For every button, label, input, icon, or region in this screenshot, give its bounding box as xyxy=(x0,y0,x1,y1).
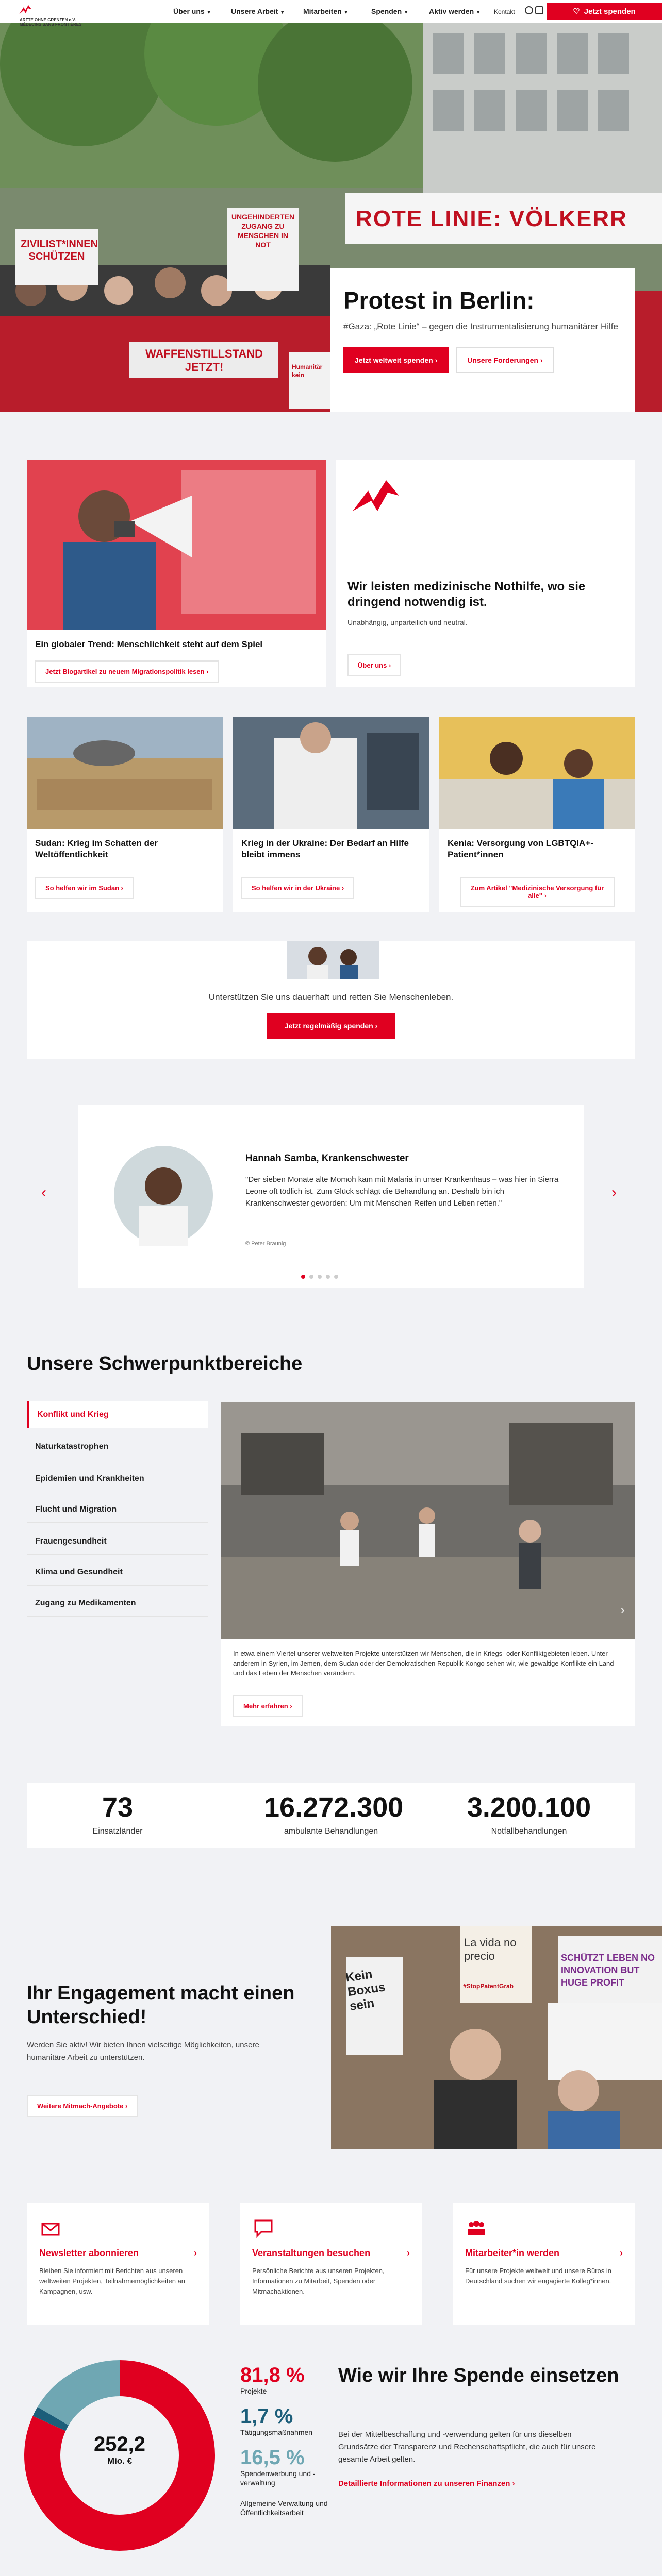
nav-label: Aktiv werden xyxy=(429,7,474,15)
chevron-right-icon: › xyxy=(435,356,438,364)
feature-right-sub: Unabhängig, unparteilich und neutral. xyxy=(347,618,468,626)
chevron-right-icon: › xyxy=(194,2248,197,2258)
news-link[interactable] xyxy=(460,877,615,907)
banner-zugang: UNGEHINDERTEN ZUGANG ZU MENSCHEN IN NOT xyxy=(231,213,295,249)
news-photo-sudan xyxy=(27,717,223,829)
support-donate-button[interactable] xyxy=(267,1013,395,1039)
focus-title: Unsere Schwerpunktbereiche xyxy=(27,1353,303,1375)
carousel-next-icon[interactable]: › xyxy=(611,1184,617,1201)
chevron-down-icon: ▼ xyxy=(206,10,211,15)
hero-donate-label: Jetzt weltweit spenden xyxy=(355,356,433,364)
feature-left-title: Ein globaler Trend: Menschlichkeit steht auf dem Spiel xyxy=(35,639,263,649)
tab-flucht[interactable]: Flucht und Migration xyxy=(27,1496,208,1523)
support-text: Unterstützen Sie uns dauerhaft und retten Sie Menschenleben. xyxy=(208,992,454,1002)
focus-more-label: Mehr erfahren xyxy=(243,1702,288,1710)
newsletter-icon xyxy=(39,2216,62,2239)
chevron-down-icon: ▼ xyxy=(404,10,409,15)
finance-legend xyxy=(240,2364,328,2517)
news-title: Krieg in der Ukraine: Der Bedarf an Hilfe bleibt immens xyxy=(241,838,409,859)
tab-klima[interactable]: Klima und Gesundheit xyxy=(27,1559,208,1586)
search-icon[interactable] xyxy=(525,6,533,14)
sign-kein-boxus: Kein Boxus sein xyxy=(344,1967,386,2013)
news-title: Sudan: Krieg im Schatten der Weltöffentlichkeit xyxy=(35,838,158,859)
language-icon[interactable] xyxy=(535,6,543,14)
focus-caption: In etwa einem Viertel unserer weltweiten Projekte unterstützen wir Menschen, die in Kriegs- oder Konfliktgebieten leben. Unter anderem in Syrien, im Jemen, dem Sudan oder der Demokratischen Republik Kongo sehen wir, wie gewaltige Konflikte ein Land und das Leben der Menschen verändern. xyxy=(233,1650,614,1677)
carousel-dot[interactable] xyxy=(326,1275,330,1279)
finance-label: Projekte xyxy=(240,2387,267,2395)
nav-aktiv-werden[interactable] xyxy=(429,7,481,15)
sign-la-vida: La vida no precio xyxy=(464,1936,517,1962)
finance-pct: 16,5 % xyxy=(240,2446,305,2469)
focus-panel xyxy=(221,1402,635,1726)
news-card-ukraine[interactable] xyxy=(233,717,429,912)
hero-text: #Gaza: „Rote Linie“ – gegen die Instrumentalisierung humanitärer Hilfe xyxy=(343,321,618,331)
support-banner xyxy=(27,941,635,1059)
news-title: Kenia: Versorgung von LGBTQIA+-Patient*innen xyxy=(448,838,593,859)
carousel-dot[interactable] xyxy=(309,1275,313,1279)
contact-link[interactable]: Kontakt xyxy=(494,8,515,15)
hero-title: Protest in Berlin: xyxy=(343,287,535,314)
finance-pct: 1,7 % xyxy=(240,2405,293,2428)
carousel-prev-icon[interactable]: ‹ xyxy=(41,1184,46,1201)
chevron-right-icon: › xyxy=(206,668,209,675)
engage-more-label: Weitere Mitmach-Angebote xyxy=(37,2102,124,2110)
finance-total-value: 252,2 xyxy=(93,2433,146,2455)
finance-extra-label: Allgemeine Verwaltung und Öffentlichkeitsarbeit xyxy=(240,2499,328,2517)
hero-donate-button[interactable] xyxy=(343,347,449,373)
finance-link[interactable] xyxy=(338,2479,515,2488)
msf-logo[interactable] xyxy=(18,3,95,26)
feature-left-link-label: Jetzt Blogartikel zu neuem Migrationspolitik lesen xyxy=(45,668,205,675)
carousel-dot[interactable] xyxy=(318,1275,322,1279)
banner-zivilist: ZIVILIST*INNEN SCHÜTZEN xyxy=(21,239,98,262)
donut-slice-1 xyxy=(49,2416,53,2424)
tab-medikamenten[interactable]: Zugang zu Medikamenten xyxy=(27,1590,208,1617)
news-link[interactable] xyxy=(35,877,134,899)
sign-stop-patent: #StopPatentGrab xyxy=(463,1982,514,1990)
newsletter-title: Newsletter abonnieren xyxy=(39,2248,139,2258)
chevron-right-icon: › xyxy=(290,1702,292,1710)
jobs-text: Für unsere Projekte weltweit und unsere Büros in Deutschland suchen wir engagierte Kolleg*innen. xyxy=(465,2267,611,2285)
events-card[interactable] xyxy=(240,2203,422,2325)
feature-left-link[interactable] xyxy=(35,660,219,683)
donut-slice-2 xyxy=(53,2378,120,2416)
finance-label: Tätigungsmaßnahmen xyxy=(240,2428,313,2436)
feature-right-title: Wir leisten medizinische Nothilfe, wo sie dringend notwendig ist. xyxy=(347,580,586,609)
support-photo xyxy=(287,941,379,979)
chevron-right-icon: › xyxy=(540,356,543,364)
speech-bubble-icon xyxy=(252,2216,275,2239)
finance-label: Spendenwerbung und -verwaltung xyxy=(240,2469,316,2487)
carousel-dot[interactable] xyxy=(301,1275,305,1279)
stat-emergency xyxy=(462,1792,596,1836)
chevron-down-icon: ▼ xyxy=(280,10,285,15)
banner-waffenstillstand: WAFFENSTILLSTAND JETZT! xyxy=(145,347,263,374)
chevron-right-icon: › xyxy=(544,892,547,900)
finance-link-label: Detaillierte Informationen zu unseren Finanzen xyxy=(338,2479,510,2488)
hero-demands-label: Unsere Forderungen xyxy=(467,356,538,364)
events-text: Persönliche Berichte aus unseren Projekten, Informationen zu Mitarbeit, Spenden oder Mitmachaktionen. xyxy=(252,2267,385,2295)
hero-card xyxy=(330,268,635,412)
news-card-sudan[interactable] xyxy=(27,717,223,912)
stat-countries xyxy=(51,1792,185,1836)
testimonial-credit: © Peter Bräunig xyxy=(245,1241,286,1247)
nav-spenden[interactable] xyxy=(371,7,408,15)
nav-mitarbeiten[interactable] xyxy=(303,7,349,15)
stat-label: ambulante Behandlungen xyxy=(284,1827,378,1836)
about-link[interactable] xyxy=(347,654,401,676)
chevron-right-icon: › xyxy=(121,884,123,892)
hero-demands-button[interactable] xyxy=(456,347,554,373)
team-icon xyxy=(465,2216,488,2239)
heart-icon: ♡ xyxy=(573,7,580,16)
chevron-right-icon: › xyxy=(375,1022,378,1030)
jobs-title: Mitarbeiter*in werden xyxy=(465,2248,560,2258)
sign-profit: SCHÜTZT LEBEN NO INNOVATION BUT HUGE PROFIT xyxy=(561,1953,655,1988)
nav-label: Unsere Arbeit xyxy=(231,7,278,15)
newsletter-card[interactable] xyxy=(27,2203,209,2325)
donate-label: Jetzt spenden xyxy=(584,7,636,16)
nav-ueber-uns[interactable] xyxy=(173,7,211,15)
chevron-down-icon: ▼ xyxy=(343,10,349,15)
news-link[interactable] xyxy=(241,877,354,899)
testimonial-photo xyxy=(99,1145,228,1246)
feature-photo-megaphone xyxy=(27,460,326,630)
jobs-card[interactable] xyxy=(453,2203,635,2325)
testimonial-card xyxy=(78,1105,584,1288)
news-photo-ukraine xyxy=(233,717,429,829)
chevron-right-icon: › xyxy=(620,2248,623,2258)
tab-frauengesundheit[interactable]: Frauengesundheit xyxy=(27,1528,208,1555)
news-link-label: Zum Artikel "Medizinische Versorgung für alle" xyxy=(470,884,604,900)
stats-bar xyxy=(27,1783,635,1848)
testimonial-name: Hannah Samba, Krankenschwester xyxy=(245,1153,409,1164)
engage-title: Ihr Engagement macht einen Unterschied! xyxy=(27,1982,295,2028)
feature-card-left[interactable] xyxy=(27,460,326,687)
nav-label: Mitarbeiten xyxy=(303,7,342,15)
stat-number: 3.200.100 xyxy=(467,1792,591,1823)
finance-total-unit: Mio. € xyxy=(107,2456,133,2466)
chevron-right-icon: › xyxy=(388,662,391,669)
stat-number: 16.272.300 xyxy=(264,1792,404,1823)
logo-text: ÄRZTE OHNE GRENZEN e.V. MÉDECINS SANS FRONTIÈRES xyxy=(20,18,82,27)
stat-number: 73 xyxy=(102,1792,134,1823)
nav-label: Über uns xyxy=(173,7,205,15)
finance-text: Bei der Mittelbeschaffung und -verwendung gelten für uns dieselben Grundsätze der Transparenz und Rechenschaftspflicht, die auch für unsere gesamte Arbeit gelten. xyxy=(338,2430,596,2464)
news-photo-kenia xyxy=(439,717,635,829)
engage-photo xyxy=(331,1926,662,2149)
hero-section xyxy=(0,23,662,412)
nav-label: Spenden xyxy=(371,7,402,15)
engage-more-button[interactable] xyxy=(27,2095,138,2117)
about-link-label: Über uns xyxy=(358,662,387,669)
msf-emblem-icon xyxy=(347,475,404,527)
msf-logo-icon xyxy=(18,3,33,19)
finance-pct: 81,8 % xyxy=(240,2364,305,2386)
support-donate-label: Jetzt regelmäßig spenden xyxy=(284,1022,373,1030)
chevron-right-icon: › xyxy=(407,2248,410,2258)
finance-title: Wie wir Ihre Spende einsetzen xyxy=(338,2365,619,2386)
stat-label: Notfallbehandlungen xyxy=(491,1827,567,1836)
news-card-kenia[interactable] xyxy=(439,717,635,912)
engage-text: Werden Sie aktiv! Wir bieten Ihnen vielseitige Möglichkeiten, unsere humanitäre Arbeit zu unterstützen. xyxy=(27,2041,259,2062)
chevron-down-icon: ▼ xyxy=(476,10,481,15)
banner-rote-linie: ROTE LINIE: VÖLKERR xyxy=(356,206,627,231)
focus-photo xyxy=(221,1402,635,1639)
finance-total xyxy=(84,2433,156,2466)
feature-card-right xyxy=(336,460,635,687)
stat-outpatient xyxy=(264,1792,404,1836)
stat-label: Einsatzländer xyxy=(92,1827,143,1836)
tab-epidemien[interactable]: Epidemien und Krankheiten xyxy=(27,1465,208,1492)
banner-humanitaer: Humanitär kein xyxy=(292,363,323,379)
chevron-right-icon: › xyxy=(125,2102,128,2110)
testimonial-quote: "Der sieben Monate alte Momoh kam mit Malaria in unser Krankenhaus – was hier in Sierra Leone oft tödlich ist. Zum Glück schlägt die Behandlung an. Deshalb bin ich Krankenschwester geworden: Um mit Menschen Reifen und Leben retten." xyxy=(245,1175,559,1208)
events-title: Veranstaltungen besuchen xyxy=(252,2248,371,2258)
nav-unsere-arbeit[interactable] xyxy=(231,7,285,15)
chevron-right-icon: › xyxy=(512,2479,515,2488)
carousel-dots xyxy=(301,1275,338,1279)
site-header xyxy=(0,0,662,27)
news-link-label: So helfen wir in der Ukraine xyxy=(252,884,340,892)
focus-more-link[interactable] xyxy=(233,1695,303,1717)
chevron-right-icon: › xyxy=(341,884,344,892)
donate-button[interactable] xyxy=(547,3,662,20)
gallery-next-icon[interactable]: › xyxy=(621,1603,625,1616)
tab-konflikt[interactable]: Konflikt und Krieg xyxy=(27,1401,208,1428)
tab-naturkatastrophen[interactable]: Naturkatastrophen xyxy=(27,1433,208,1460)
carousel-dot[interactable] xyxy=(334,1275,338,1279)
newsletter-text: Bleiben Sie informiert mit Berichten aus unseren weltweiten Projekten, Teilnahmemöglichkeiten an Kampagnen, usw. xyxy=(39,2267,186,2295)
news-link-label: So helfen wir im Sudan xyxy=(45,884,120,892)
